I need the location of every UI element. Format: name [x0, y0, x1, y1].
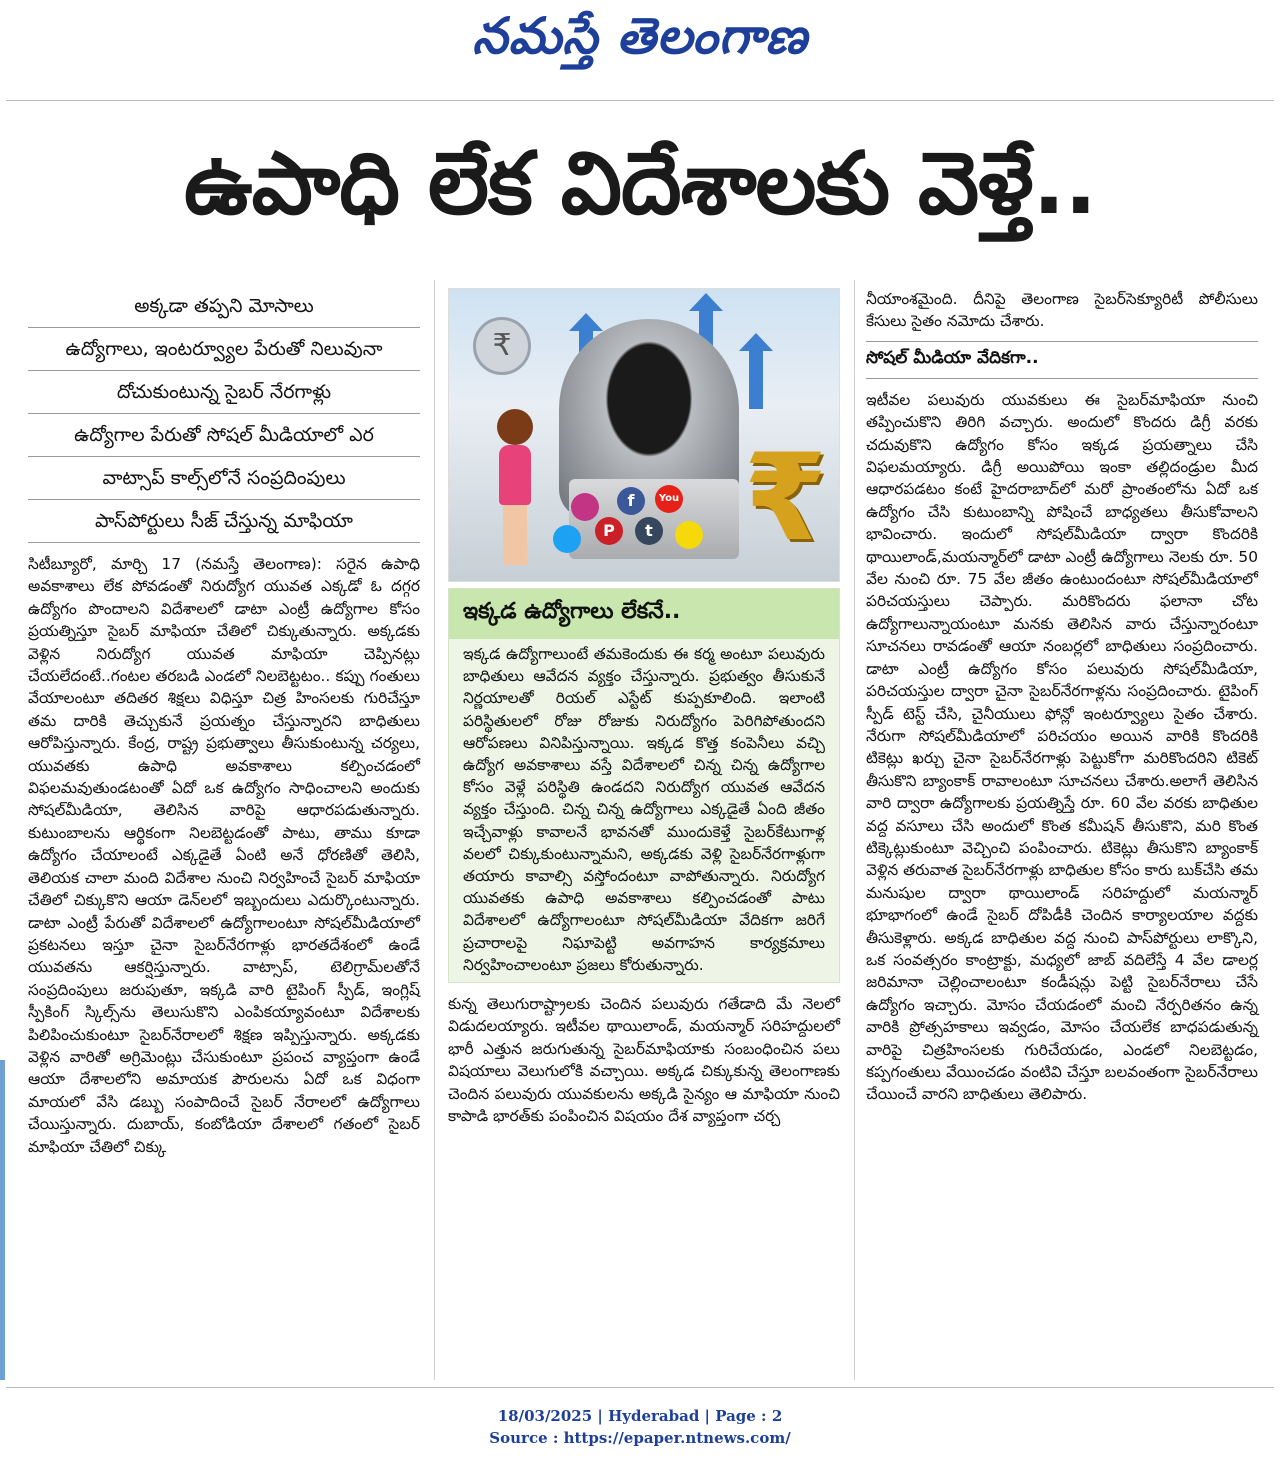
- top-divider: [6, 100, 1274, 101]
- edge-marker: [0, 1060, 5, 1380]
- sidebar-heading: ఇక్కడ ఉద్యోగాలు లేకనే..: [449, 589, 839, 639]
- middle-continuation: [448, 993, 840, 1127]
- section-subhead: సోషల్‌ మీడియా వేదికగా..: [866, 341, 1258, 379]
- girl-figure: [489, 409, 539, 569]
- kicker-line: వాట్సాప్‌ కాల్స్‌లోనే సంప్రదింపులు: [28, 457, 420, 500]
- right-column: [866, 288, 1258, 1106]
- sidebar-body: [449, 639, 839, 976]
- rupee-coin-icon: ₹: [473, 317, 531, 375]
- article-body-right: ఇటీవల పలువురు యువకులు ఈ సైబర్‌మాఫియా నుంచి తప్పించుకొని తిరిగి వచ్చారు. అందులో కొందరు డిగ్రీ వరకు చదువుకొని ఉద్యోగం కోసం ఇక్కడ ప్రయత్నాలు చేసి విఫలమయ్యారు. డిగ్రీ అయిపోయి ఇంకా తల్లిదండ్రుల మీద ఆధారపడటం కంటే హైదరాబాద్‌లో మరో ప్రాంతంలోను ఏదో ఒక ఉద్యోగం చేసి కుటుంబాన్ని పోషించే బాధ్యతలు తీసుకోవాలని భావించారు. ఇందులో సోషల్‌మీడియా ద్వారా కొందరికి థాయిలాండ్‌,మయన్మార్‌లో డాటా ఎంట్రీ ఉద్యోగాలు నెలకు రూ. 50 వేల నుంచి రూ. 75 వేల జీతం ఉంటుందంటూ సోషల్‌మీడియాలో పరిచయస్తులు చెప్పారు. మరికొందరు ఫలానా చోట ఉద్యోగాలున్నాయంటూ మనకు తెలిసిన వారు చేస్తున్నారంటూ సూచనలు రావడంతో ఆయా నంబర్లలో బాధితులు సంప్రదించారు. డాటా ఎంట్రీ ఉద్యోగం కోసం పలువురు సోషల్‌మీడియా, పరిచయస్తుల ద్వారా చైనా సైబర్‌నేరగాళ్లను సంప్రదించారు. టైపింగ్‌ స్పీడ్‌ టెస్ట్‌ చేసి, చైనీయులు ఫోన్లో ఇంటర్వ్యూలు సైతం చేశారు. నేరుగా సోషల్‌మీడియాలో పరిచయం అయిన వారికి కొందరికి టికెట్లు ఖర్చు చైనా సైబర్‌నేరగాళ్లు పెట్టుకోగా మరికొందరిని టికెట్‌ తీసుకొని బ్యాంకాక్‌ రావాలంటూ సూచనలు చేశారు.అలాగే తెలిసిన వారి ద్వారా ఉద్యోగాలకు ప్రయత్నిస్తే రూ. 60 వేల వరకు బాధితుల వద్ద వసూలు చేసి అందులో కొంత కమీషన్‌ తీసుకొని, మరి కొంత టిక్కెట్లుకుంటూ వెచ్చించి పంపించారు. టికెట్లు తీసుకొని బ్యాంకాక్‌ వెళ్లిన తరువాత సైబర్‌నేరగాళ్లు బాధితుల కోసం కారు బుక్‌చేసి తమ మనుషుల ద్వారా థాయిలాండ్‌ సరిహద్దులో మయన్మార్‌ భూభాగంలో ఉండే సైబర్‌ దోపిడీకి చెందిన కార్యాలయాల వద్దకు తీసుకెళ్లారు. అక్కడ బాధితుల వద్ద నుంచి పాస్‌పోర్టులు లాక్కొని, ఒక సంవత్సరం కాంట్రాక్టు, మధ్యలో జాబ్‌ వదిలేస్తే 4 వేల డాలర్ల జరిమానా చెల్లించాలంటూ కండీషన్లు పెట్టి సైబర్‌నేరాలు చేసే ఉద్యోగం ఇచ్చారు. మోసం చేయడంలో మంచి నేర్పరితనం ఉన్న వారికి ప్రోత్సహకాలు ఇవ్వడం, మోసం చేయలేక బాధపడుతున్న వారిపై చిత్రహింసలకు గురిచేయడం, ఎండలో నిలబెట్టడం, కప్పగంతులు వేయించడం వంటివి చేస్తూ బలవంతంగా సైబర్‌నేరాలు చేయించే వారని బాధితులు తెలిపారు.: [866, 390, 1258, 1104]
- pinterest-icon: P: [595, 517, 623, 545]
- tumblr-icon: t: [635, 517, 663, 545]
- headline: ఉపాధి లేక విదేశాలకు వెళ్తే..: [184, 134, 1096, 234]
- growth-arrow-icon: [749, 349, 763, 409]
- masthead: [0, 0, 1280, 80]
- article-body-left: సిటీబ్యూరో, మార్చి 17 (నమస్తే తెలంగాణ): సరైన ఉపాధి అవకాశాలు లేక పోవడంతో నిరుద్యోగ యువత ఎక్కడో ఓ దగ్గర ఉద్యోగం పొందాలని విదేశాలలో డాటా ఎంట్రీ ఉద్యోగాల కోసం ప్రయత్నిస్తూ సైబర్‌ మాఫియా చేతిలో చిక్కుతున్నారు. అక్కడకు వెళ్లిన నిరుద్యోగ యువత మాఫియా చెప్పినట్లు చేయలేదంటే..గంటల తరబడి ఎండలో నిలబెట్టటం.. కప్పు గంతులు వేయాలంటూ తదితర శిక్షలు విధిస్తూ చిత్ర హింసలకు గురిచేస్తూ తమ దారికి తెచ్చుకునే ప్రయత్నం చేస్తున్నారని బాధితులు ఆరోపిస్తున్నారు. కేంద్ర, రాష్ట్ర ప్రభుత్వాలు తీసుకుంటున్న చర్యలు, యువతకు ఉపాధి అవకాశాలు కల్పించడంలో విఫలమవుతుండటంతో ఏదో ఒక ఉద్యోగం సాధించాలని అందుకు సోషల్‌మీడియా, తెలిసిన వారిపై ఆధారపడుతున్నారు. కుటుంబాలను ఆర్థికంగా నిలబెట్టడంతో పాటు, తాము కూడా ఉద్యోగం చేయాలంటే ఎక్కడైతే ఏంటి అనే ధోరణితో తెలిసి, తెలియక చాలా మంది విదేశాల నుంచి నిర్వహించే సైబర్‌ మాఫియా చేతిలో చిక్కుకొని ఆయా డెన్‌లలో ఇబ్బందులు ఎదుర్కొంటున్నారు. డాటా ఎంట్రీ పేరుతో విదేశాలలో ఉద్యోగాలంటూ సోషల్‌మీడియాలో ప్రకటనలు ఇస్తూ చైనా సైబర్‌నేరగాళ్లు భారతదేశంలో ఉండే యువతను ఆకర్షిస్తున్నారు. వాట్సాప్‌, టెలిగ్రామ్‌లతోనే సంప్రదింపులు జరుపుతూ, ఇక్కడి వారి టైపింగ్‌ స్పీడ్‌, ఇంగ్లిష్‌ స్పీకింగ్‌ స్కిల్స్‌ను తెలుసుకొని ఎంపికయ్యావంటూ విదేశాలకు పిలిపించుకుంటూ సైబర్‌నేరాలలో శిక్షణ ఇప్పిస్తున్నారు. అక్కడకు వెళ్లిన వారితో అగ్రిమెంట్లు చేసుకుంటూ ప్రపంచ వ్యాప్తంగా ఉండే ఆయా దేశాలలోని అమాయక పౌరులను ఏదో ఒక విధంగా మాయలో వేసి డబ్బు సంపాదించే సైబర్‌ నేరాలలో ఉద్యోగాలు చేయిస్తున్నారు. దుబాయ్‌, కంబోడియా దేశాలలో గతంలో సైబర్‌ మాఫియా చేతిలో చిక్కు: [28, 555, 420, 1156]
- kicker-line: దోచుకుంటున్న సైబర్‌ నేరగాళ్లు: [28, 371, 420, 414]
- footer-source-link[interactable]: Source : https://epaper.ntnews.com/: [489, 1429, 791, 1447]
- newspaper-logo: నమస్తే తెలంగాణ: [472, 6, 808, 65]
- kicker-line: అక్కడా తప్పని మోసాలు: [28, 285, 420, 328]
- footer: [0, 1405, 1280, 1449]
- middle-column: [448, 288, 840, 1127]
- twitter-icon: [553, 525, 581, 553]
- facebook-icon: f: [617, 487, 645, 515]
- sidebar-box: [448, 588, 840, 983]
- kicker-line: పాస్‌పోర్టులు సీజ్‌ చేస్తున్న మాఫియా: [28, 500, 420, 543]
- left-column: [28, 285, 420, 1158]
- bottom-divider: [6, 1387, 1274, 1388]
- kicker-line: ఉద్యోగాలు, ఇంటర్వ్యూల పేరుతో నిలువునా: [28, 328, 420, 371]
- rupee-icon: ₹: [743, 429, 827, 568]
- sidebar-text: ఇక్కడ ఉద్యోగాలుంటే తమకెందుకు ఈ కర్మ అంటూ పలువురు బాధితులు ఆవేదన వ్యక్తం చేస్తున్నారు. ప్రభుత్వం తీసుకునే నిర్ణయాలతో రియల్‌ ఎస్టేట్‌ కుప్పకూలింది. ఇలాంటి పరిస్థితులలో రోజు రోజుకు నిరుద్యోగం పెరిగిపోతుందని ఆరోపణలు వినిపిస్తున్నాయి. ఇక్కడ కొత్త కంపెనీలు వచ్చి ఉద్యోగ అవకాశాలు వస్తే విదేశాలలో చిన్న చిన్న ఉద్యోగాల కోసం వెళ్లే పరిస్థితి ఉండదని నిరుద్యోగ యువత ఆవేదన వ్యక్తం చేస్తుంది. చిన్న చిన్న ఉద్యోగాలు ఎక్కడైతే ఏంది జీతం ఇచ్చేవాళ్లు కావాలనే భావనతో ముందుకెళ్తే సైబర్‌కేటుగాళ్ల వలలో చిక్కుకుంటున్నామని, అక్కడకు వెళ్లి సైబర్‌నేరగాళ్లుగా తయారు కావాల్సి వస్తోందంటూ వాపోతున్నారు. నిరుద్యోగ యువతకు ఉపాధి అవకాశాలు కల్పించడంతో పాటు విదేశాలలో ఉద్యోగాలంటూ సోషల్‌మీడియా వేదికగా జరిగే ప్రచారాలపై నిఘాపెట్టి అవగాహన కార్యక్రమాలు నిర్వహించాలంటూ ప్రజలు కోరుతున్నారు.: [463, 645, 825, 974]
- kicker-line: ఉద్యోగాల పేరుతో సోషల్‌ మీడియాలో ఎర: [28, 414, 420, 457]
- youtube-icon: You: [655, 485, 683, 513]
- snapchat-icon: [675, 521, 703, 549]
- column-divider-2: [854, 280, 855, 1380]
- article-body-middle: కున్న తెలుగురాష్ట్రాలకు చెందిన పలువురు గతేడాది మే నెలలో విడుదలయ్యారు. ఇటీవల థాయిలాండ్‌, మయన్మార్‌ సరిహద్దులలో భారీ ఎత్తున జరుగుతున్న సైబర్‌మాఫియాకు సంబంధించిన పలు విషయాలు వెలుగులోకి వచ్చాయి. అక్కడ చిక్కుకున్న తెలంగాణకు చెందిన పలువురు యువకులను అక్కడి సైన్యం ఆ మాఫియా నుంచి కాపాడి భారత్‌కు పంపించిన విషయం దేశ వ్యాప్తంగా చర్చ: [448, 995, 840, 1126]
- kicker-list: [28, 285, 420, 543]
- instagram-icon: [571, 493, 599, 521]
- article-body-right-intro: నీయాంశమైంది. దీనిపై తెలంగాణ సైబర్‌సెక్యూరిటీ పోలీసులు కేసులు సైతం నమోదు చేశారు.: [866, 290, 1258, 331]
- column-divider-1: [434, 280, 435, 1380]
- hacker-illustration: [448, 288, 840, 582]
- footer-date-line: 18/03/2025 | Hyderabad | Page : 2: [497, 1407, 783, 1425]
